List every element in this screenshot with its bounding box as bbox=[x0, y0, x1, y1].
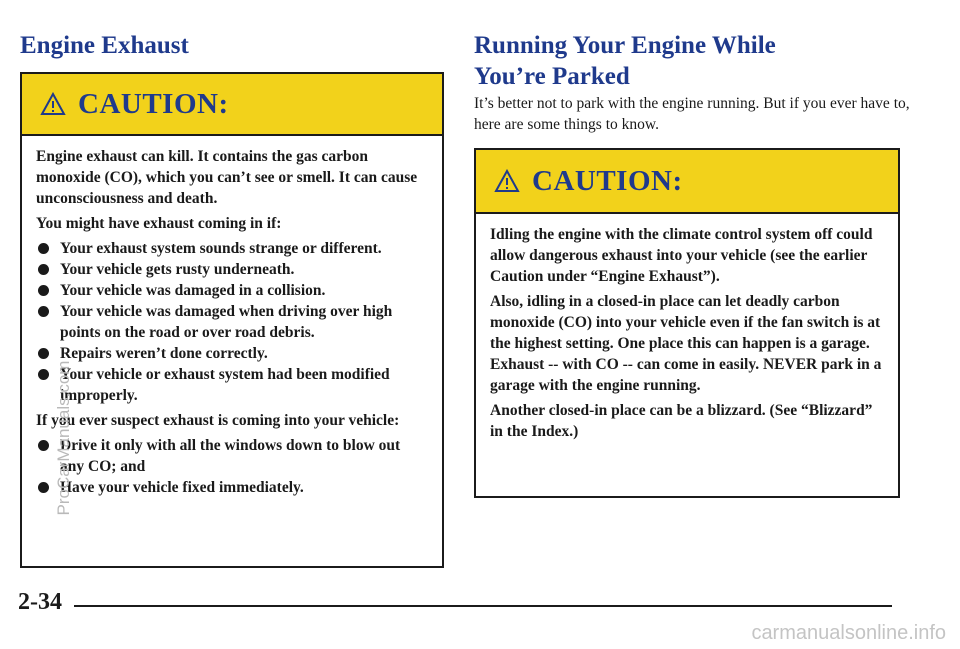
caution-paragraph: Also, idling in a closed-in place can let deadly carbon monoxide (CO) into your vehicle even if the fan switch is at the highest setting. One place this can happen is a garage. Exhaust -- with CO -- can come in easily. NEVER park in a garage with the engine running. bbox=[490, 293, 882, 394]
caution-content bbox=[476, 214, 898, 442]
bullet-icon bbox=[38, 306, 49, 317]
list-item-text: Your vehicle gets rusty underneath. bbox=[60, 261, 295, 278]
watermark-side: ProCarManuals.com bbox=[54, 360, 73, 516]
title-line: Running Your Engine While bbox=[474, 32, 776, 59]
caution-paragraph: Another closed-in place can be a blizzard. (See “Blizzard” in the Index.) bbox=[490, 402, 873, 440]
list-item bbox=[36, 280, 428, 301]
page-number: 2-34 bbox=[18, 589, 62, 615]
page-title-engine-exhaust: Engine Exhaust bbox=[20, 32, 189, 59]
page-title-running-engine bbox=[474, 30, 776, 92]
bullet-list bbox=[36, 435, 428, 498]
bullet-icon bbox=[38, 243, 49, 254]
list-item bbox=[36, 301, 428, 343]
list-item bbox=[36, 477, 428, 498]
list-item-text: Your vehicle was damaged in a collision. bbox=[60, 282, 326, 299]
bullet-icon bbox=[38, 440, 49, 451]
caution-banner bbox=[22, 74, 442, 136]
caution-paragraph: You might have exhaust coming in if: bbox=[36, 215, 282, 232]
warning-triangle-icon bbox=[494, 169, 520, 193]
bullet-list bbox=[36, 238, 428, 406]
caution-banner bbox=[476, 150, 898, 214]
list-item-text: Repairs weren’t done correctly. bbox=[60, 345, 268, 362]
caution-content bbox=[22, 136, 442, 498]
caution-label: CAUTION: bbox=[78, 87, 229, 120]
list-item-text: Your vehicle was damaged when driving over high points on the road or over road debris. bbox=[60, 303, 393, 341]
list-item-text: Your exhaust system sounds strange or different. bbox=[60, 240, 382, 257]
list-item-text: Your vehicle or exhaust system had been modified improperly. bbox=[60, 366, 390, 404]
list-item bbox=[36, 364, 428, 406]
caution-box-left bbox=[20, 72, 444, 568]
caution-label: CAUTION: bbox=[532, 164, 683, 197]
bullet-icon bbox=[38, 348, 49, 359]
bullet-icon bbox=[38, 285, 49, 296]
list-item-text: Have your vehicle fixed immediately. bbox=[60, 479, 304, 496]
list-item bbox=[36, 343, 428, 364]
title-line: You’re Parked bbox=[474, 63, 630, 90]
list-item bbox=[36, 238, 428, 259]
bullet-icon bbox=[38, 264, 49, 275]
list-item bbox=[36, 259, 428, 280]
bullet-icon bbox=[38, 369, 49, 380]
bullet-icon bbox=[38, 482, 49, 493]
caution-box-right bbox=[474, 148, 900, 498]
caution-paragraph: Idling the engine with the climate control system off could allow dangerous exhaust into your vehicle (see the earlier Caution under “Engine Exhaust”). bbox=[490, 226, 873, 285]
intro-paragraph: It’s better not to park with the engine running. But if you ever have to, here are some things to know. bbox=[474, 95, 910, 133]
list-item bbox=[36, 435, 428, 477]
caution-paragraph: Engine exhaust can kill. It contains the gas carbon monoxide (CO), which you can’t see or smell. It can cause unconsciousness and death. bbox=[36, 148, 418, 207]
watermark-bottom: carmanualsonline.info bbox=[751, 622, 946, 644]
list-item-text: Drive it only with all the windows down to blow out any CO; and bbox=[60, 437, 401, 475]
caution-paragraph: If you ever suspect exhaust is coming into your vehicle: bbox=[36, 412, 400, 429]
footer-rule bbox=[74, 605, 892, 607]
warning-triangle-icon bbox=[40, 92, 66, 116]
